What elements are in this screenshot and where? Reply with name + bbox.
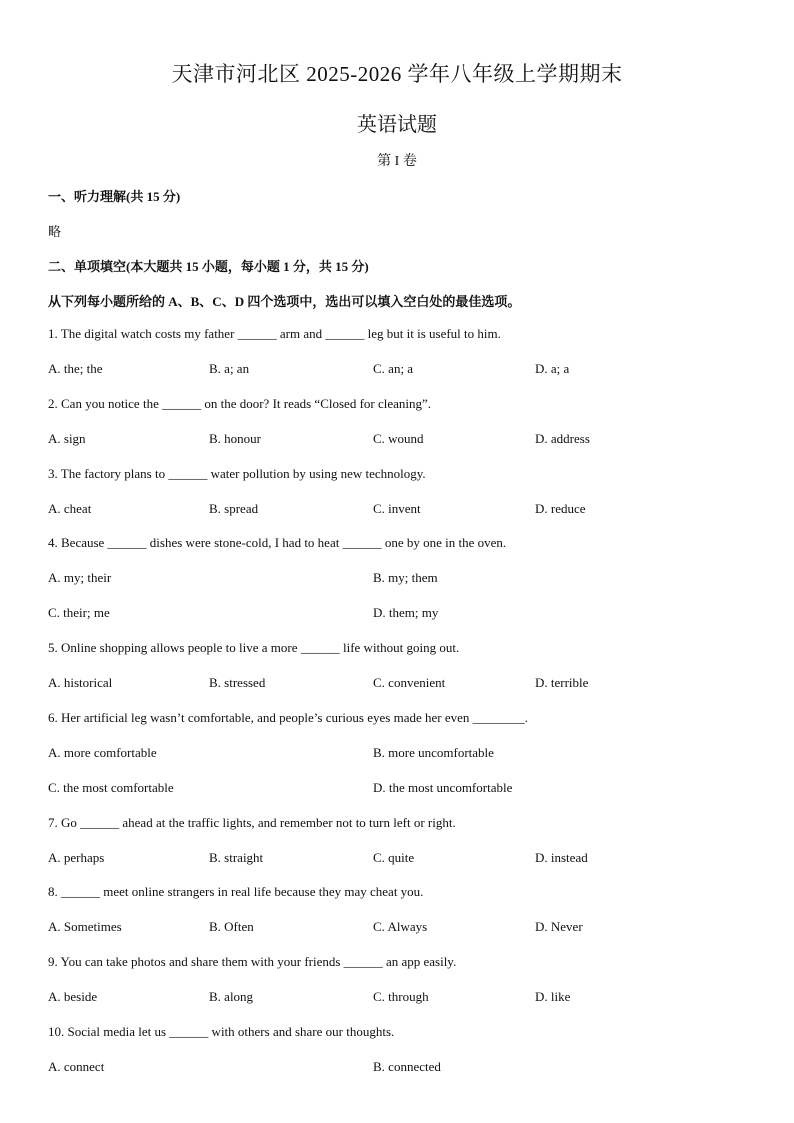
option-c: C. through bbox=[373, 989, 429, 1004]
question-stem: 4. Because ______ dishes were stone-cold, I had to heat ______ one by one in the oven. bbox=[48, 535, 507, 550]
exam-subtitle: 英语试题 bbox=[357, 114, 437, 136]
option-c: C. invent bbox=[373, 501, 421, 516]
option-c: C. an; a bbox=[373, 361, 414, 376]
option-b: B. connected bbox=[373, 1059, 441, 1074]
option-a: A. perhaps bbox=[48, 850, 105, 865]
option-d: D. the most uncomfortable bbox=[373, 780, 513, 795]
volume-label: 第 I 卷 bbox=[377, 154, 417, 169]
part2-heading: 二、单项填空(本大题共 15 小题，每小题 1 分，共 15 分) bbox=[48, 259, 369, 274]
option-b: B. along bbox=[209, 989, 254, 1004]
option-d: D. address bbox=[535, 431, 590, 446]
option-c: C. the most comfortable bbox=[48, 780, 174, 795]
option-b: B. honour bbox=[209, 431, 261, 446]
part1-note: 略 bbox=[48, 224, 62, 239]
option-d: D. reduce bbox=[535, 501, 586, 516]
option-a: A. historical bbox=[48, 675, 113, 690]
option-b: B. a; an bbox=[209, 361, 250, 376]
option-c: C. convenient bbox=[373, 675, 446, 690]
part1-heading: 一、听力理解(共 15 分) bbox=[48, 189, 181, 204]
option-d: D. Never bbox=[535, 919, 583, 934]
question-stem: 3. The factory plans to ______ water pollution by using new technology. bbox=[48, 466, 426, 481]
question-stem: 5. Online shopping allows people to live a more ______ life without going out. bbox=[48, 640, 460, 655]
option-a: A. my; their bbox=[48, 570, 112, 585]
question-stem: 2. Can you notice the ______ on the door? It reads “Closed for cleaning”. bbox=[48, 396, 432, 411]
option-b: B. Often bbox=[209, 919, 254, 934]
option-d: D. terrible bbox=[535, 675, 589, 690]
option-d: D. instead bbox=[535, 850, 588, 865]
option-b: B. more uncomfortable bbox=[373, 745, 494, 760]
option-a: A. beside bbox=[48, 989, 98, 1004]
question-stem: 7. Go ______ ahead at the traffic lights, and remember not to turn left or right. bbox=[48, 815, 456, 830]
option-c: C. Always bbox=[373, 919, 428, 934]
option-a: A. cheat bbox=[48, 501, 92, 516]
question-stem: 9. You can take photos and share them with your friends ______ an app easily. bbox=[48, 954, 457, 969]
option-a: A. more comfortable bbox=[48, 745, 157, 760]
question-stem: 8. ______ meet online strangers in real life because they may cheat you. bbox=[48, 884, 424, 899]
question-stem: 6. Her artificial leg wasn’t comfortable, and people’s curious eyes made her even ________. bbox=[48, 710, 528, 725]
option-b: B. stressed bbox=[209, 675, 266, 690]
option-b: B. straight bbox=[209, 850, 264, 865]
option-c: C. wound bbox=[373, 431, 424, 446]
option-a: A. the; the bbox=[48, 361, 103, 376]
option-a: A. sign bbox=[48, 431, 86, 446]
question-stem: 1. The digital watch costs my father ______ arm and ______ leg but it is useful to him. bbox=[48, 326, 501, 341]
question-stem: 10. Social media let us ______ with others and share our thoughts. bbox=[48, 1024, 395, 1039]
option-d: D. like bbox=[535, 989, 571, 1004]
option-d: D. them; my bbox=[373, 605, 439, 620]
option-b: B. spread bbox=[209, 501, 259, 516]
option-c: C. their; me bbox=[48, 605, 110, 620]
option-b: B. my; them bbox=[373, 570, 438, 585]
option-a: A. connect bbox=[48, 1059, 105, 1074]
part2-instruction: 从下列每小题所给的 A、B、C、D 四个选项中，选出可以填入空白处的最佳选项。 bbox=[48, 294, 521, 309]
option-a: A. Sometimes bbox=[48, 919, 122, 934]
exam-title: 天津市河北区 2025-2026 学年八年级上学期期末 bbox=[171, 62, 623, 86]
option-d: D. a; a bbox=[535, 361, 570, 376]
option-c: C. quite bbox=[373, 850, 415, 865]
